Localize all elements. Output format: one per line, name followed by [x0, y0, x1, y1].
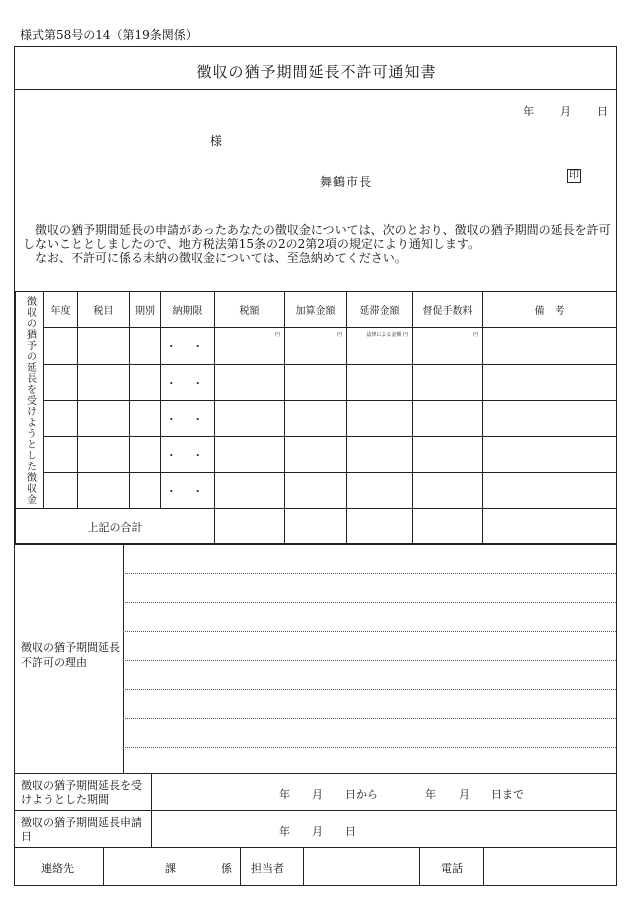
due-date-dots: ・ ・	[165, 412, 210, 426]
total-late-fee[interactable]	[347, 509, 413, 545]
issuer-name: 舞鶴市長	[320, 175, 373, 189]
cell-period[interactable]	[130, 437, 161, 473]
extension-period-label: 徴収の猶予期間延長を受けようとした期間	[21, 779, 142, 806]
table-row	[16, 365, 617, 401]
cell-additional-amount[interactable]	[285, 328, 347, 365]
contact-divider	[483, 848, 484, 885]
unit-label: 係	[221, 862, 232, 875]
reason-divider	[123, 544, 124, 773]
yen-unit: 円	[402, 332, 408, 338]
header-additional-amount: 加算金額	[285, 292, 347, 328]
yen-unit: 円	[274, 332, 280, 338]
header-due-date: 納期限	[161, 292, 215, 328]
cell-due-date[interactable]	[161, 473, 215, 509]
contact-divider	[303, 848, 304, 885]
cell-period[interactable]	[130, 473, 161, 509]
cell-additional-amount[interactable]	[285, 401, 347, 437]
cell-tax-item[interactable]	[78, 473, 130, 509]
cell-tax-item[interactable]	[78, 401, 130, 437]
cell-year[interactable]	[44, 328, 78, 365]
cell-reminder-fee[interactable]	[413, 365, 483, 401]
notice-form	[14, 46, 617, 886]
date-day: 日	[597, 105, 608, 118]
yen-unit: 円	[472, 332, 478, 338]
table-row	[16, 328, 617, 365]
cell-due-date[interactable]	[161, 365, 215, 401]
section-label: 課	[165, 862, 176, 875]
contact-row	[15, 847, 616, 885]
cell-tax-amount[interactable]	[215, 473, 285, 509]
cell-year[interactable]	[44, 401, 78, 437]
apply-divider	[151, 811, 152, 847]
notice-line-2: なお、不許可に係る未納の徴収金については、至急納めてください。	[35, 251, 407, 265]
reason-line[interactable]	[123, 689, 616, 690]
notice-text	[23, 223, 613, 265]
cell-due-date[interactable]	[161, 328, 215, 365]
cell-year[interactable]	[44, 473, 78, 509]
cell-reminder-fee[interactable]	[413, 437, 483, 473]
date-year: 年	[523, 105, 534, 118]
cell-late-fee[interactable]	[347, 328, 413, 365]
seal-mark: 印	[569, 170, 579, 181]
cell-additional-amount[interactable]	[285, 437, 347, 473]
cell-tax-amount[interactable]	[215, 365, 285, 401]
reason-line[interactable]	[123, 660, 616, 661]
due-date-dots: ・ ・	[165, 484, 210, 498]
table-row	[16, 473, 617, 509]
reason-line[interactable]	[123, 631, 616, 632]
form-number: 様式第58号の14（第19条関係）	[20, 28, 198, 42]
cell-period[interactable]	[130, 365, 161, 401]
header-remarks: 備 考	[483, 292, 617, 328]
period-divider	[151, 774, 152, 810]
total-row	[16, 509, 617, 545]
cell-reminder-fee[interactable]	[413, 328, 483, 365]
tax-table	[15, 291, 617, 545]
header-period: 期別	[130, 292, 161, 328]
extension-period-row	[15, 773, 616, 810]
reason-line[interactable]	[123, 747, 616, 748]
cell-remarks[interactable]	[483, 401, 617, 437]
addressee-suffix: 様	[210, 134, 223, 148]
cell-remarks[interactable]	[483, 437, 617, 473]
to-month: 月	[459, 788, 470, 801]
total-additional-amount[interactable]	[285, 509, 347, 545]
from-year: 年	[279, 788, 290, 801]
table-header-row	[16, 292, 617, 328]
header-tax-item: 税目	[78, 292, 130, 328]
side-label: 徴収の猶予の延長を受けようとした徴収金	[24, 295, 36, 505]
cell-late-fee[interactable]	[347, 401, 413, 437]
cell-year[interactable]	[44, 437, 78, 473]
notice-line-1: 徴収の猶予期間延長の申請があったあなたの徴収金については、次のとおり、徴収の猶予期間の延長を許可しないこととしましたので、地方税法第15条の2の2第2項の規定により通知します。	[23, 223, 611, 251]
cell-remarks[interactable]	[483, 328, 617, 365]
contact-divider	[419, 848, 420, 885]
date-month: 月	[560, 105, 571, 118]
from-day: 日から	[345, 788, 378, 801]
table-row	[16, 437, 617, 473]
side-label-cell	[16, 292, 44, 509]
person-label: 担当者	[251, 862, 284, 875]
apply-day: 日	[345, 825, 356, 838]
reason-line[interactable]	[123, 573, 616, 574]
cell-tax-amount[interactable]	[215, 401, 285, 437]
title-divider	[15, 89, 616, 90]
late-fee-note	[366, 331, 408, 338]
due-date-dots: ・ ・	[165, 340, 210, 353]
total-label: 上記の合計	[16, 509, 215, 545]
reason-section	[15, 543, 616, 773]
cell-year[interactable]	[44, 365, 78, 401]
cell-late-fee[interactable]	[347, 437, 413, 473]
total-reminder-fee[interactable]	[413, 509, 483, 545]
contact-divider	[240, 848, 241, 885]
total-remarks[interactable]	[483, 509, 617, 545]
cell-late-fee[interactable]	[347, 473, 413, 509]
due-date-dots: ・ ・	[165, 376, 210, 390]
cell-remarks[interactable]	[483, 365, 617, 401]
form-title: 徴収の猶予期間延長不許可通知書	[196, 63, 437, 81]
cell-late-fee[interactable]	[347, 365, 413, 401]
cell-due-date[interactable]	[161, 401, 215, 437]
header-year: 年度	[44, 292, 78, 328]
apply-month: 月	[312, 825, 323, 838]
cell-tax-item[interactable]	[78, 437, 130, 473]
header-reminder-fee: 督促手数料	[413, 292, 483, 328]
yen-unit: 円	[336, 332, 342, 338]
cell-tax-amount[interactable]	[215, 328, 285, 365]
cell-additional-amount[interactable]	[285, 365, 347, 401]
from-month: 月	[312, 788, 323, 801]
late-fee-note-text: 法律による金額	[366, 332, 402, 338]
issue-date	[523, 103, 608, 119]
cell-reminder-fee[interactable]	[413, 473, 483, 509]
reason-line[interactable]	[123, 602, 616, 603]
table-row	[16, 401, 617, 437]
to-day: 日まで	[491, 788, 524, 801]
cell-remarks[interactable]	[483, 473, 617, 509]
total-tax-amount[interactable]	[215, 509, 285, 545]
cell-period[interactable]	[130, 328, 161, 365]
cell-tax-item[interactable]	[78, 328, 130, 365]
cell-period[interactable]	[130, 401, 161, 437]
contact-divider	[103, 848, 104, 885]
cell-tax-item[interactable]	[78, 365, 130, 401]
reason-label: 徴収の猶予期間延長不許可の理由	[21, 641, 120, 669]
contact-label: 連絡先	[41, 862, 74, 875]
reason-line[interactable]	[123, 718, 616, 719]
apply-year: 年	[279, 825, 290, 838]
cell-reminder-fee[interactable]	[413, 401, 483, 437]
application-date-label: 徴収の猶予期間延長申請日	[21, 816, 142, 843]
cell-due-date[interactable]	[161, 437, 215, 473]
to-year: 年	[425, 788, 436, 801]
application-date-row	[15, 810, 616, 847]
cell-additional-amount[interactable]	[285, 473, 347, 509]
header-tax-amount: 税額	[215, 292, 285, 328]
cell-tax-amount[interactable]	[215, 437, 285, 473]
due-date-dots: ・ ・	[165, 448, 210, 462]
phone-label: 電話	[441, 862, 463, 875]
header-late-fee: 延滞金額	[347, 292, 413, 328]
